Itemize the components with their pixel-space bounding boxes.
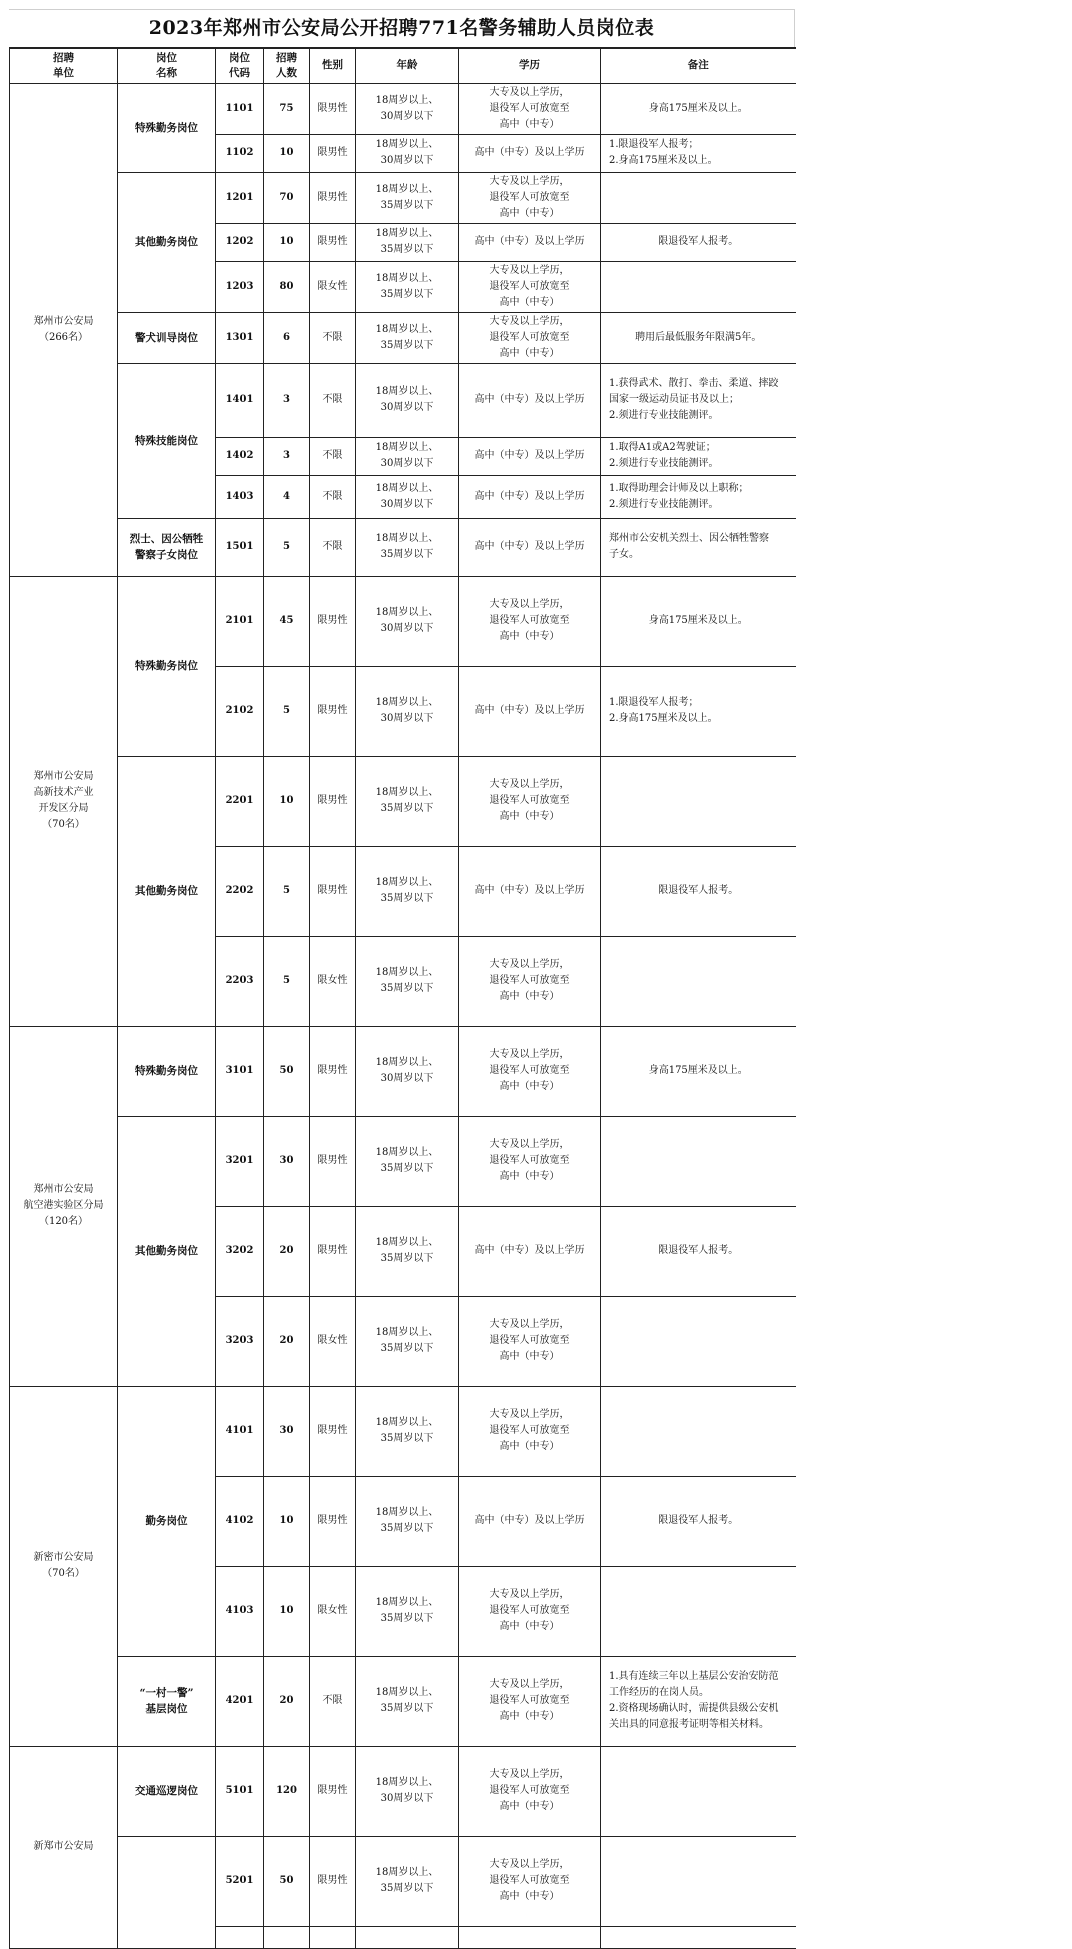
age-cell: 18周岁以上、 30周岁以下 [356, 83, 459, 134]
gender-cell: 不限 [310, 363, 356, 437]
age-cell: 18周岁以上、 35周岁以下 [356, 756, 459, 846]
education-cell: 高中（中专）及以上学历 [459, 1476, 601, 1566]
headcount-cell: 50 [264, 1836, 310, 1926]
note-cell [601, 172, 796, 223]
post-code-cell: 4201 [216, 1656, 264, 1746]
post-code-cell: 3202 [216, 1206, 264, 1296]
post-code-cell: 1101 [216, 83, 264, 134]
gender-cell: 不限 [310, 518, 356, 576]
headcount-cell: 30 [264, 1386, 310, 1476]
table-row [10, 576, 796, 666]
post-code-cell: 4101 [216, 1386, 264, 1476]
gender-cell: 限男性 [310, 1116, 356, 1206]
gender-cell: 限女性 [310, 936, 356, 1026]
age-cell: 18周岁以上、 30周岁以下 [356, 134, 459, 172]
headcount-cell: 10 [264, 134, 310, 172]
education-cell: 高中（中专）及以上学历 [459, 846, 601, 936]
education-cell [459, 1926, 601, 1948]
headcount-cell: 50 [264, 1026, 310, 1116]
headcount-cell: 10 [264, 223, 310, 261]
education-cell: 大专及以上学历， 退役军人可放宽至 高中（中专） [459, 1116, 601, 1206]
age-cell: 18周岁以上、 35周岁以下 [356, 312, 459, 363]
age-cell: 18周岁以上、 35周岁以下 [356, 261, 459, 312]
post-code-cell [216, 1926, 264, 1948]
post-code-cell: 2203 [216, 936, 264, 1026]
table-row [10, 1836, 796, 1926]
age-cell: 18周岁以上、 35周岁以下 [356, 172, 459, 223]
post-code-cell: 4102 [216, 1476, 264, 1566]
education-cell: 大专及以上学历， 退役军人可放宽至 高中（中专） [459, 1026, 601, 1116]
header-unit: 招聘 单位 [10, 48, 118, 83]
age-cell: 18周岁以上、 35周岁以下 [356, 1476, 459, 1566]
education-cell: 高中（中专）及以上学历 [459, 134, 601, 172]
post-code-cell: 2201 [216, 756, 264, 846]
gender-cell: 限男性 [310, 134, 356, 172]
table-row [10, 756, 796, 846]
age-cell: 18周岁以上、 35周岁以下 [356, 1206, 459, 1296]
age-cell: 18周岁以上、 35周岁以下 [356, 1566, 459, 1656]
education-cell: 高中（中专）及以上学历 [459, 666, 601, 756]
headcount-cell: 6 [264, 312, 310, 363]
note-cell: 1.取得助理会计师及以上职称； 2.须进行专业技能测评。 [601, 475, 796, 518]
note-cell: 身高175厘米及以上。 [601, 83, 796, 134]
post-name-cell: 特殊勤务岗位 [118, 83, 216, 172]
note-cell: 1.取得A1或A2驾驶证； 2.须进行专业技能测评。 [601, 437, 796, 475]
headcount-cell: 10 [264, 1476, 310, 1566]
note-cell: 限退役军人报考。 [601, 1476, 796, 1566]
headcount-cell: 3 [264, 363, 310, 437]
education-cell: 大专及以上学历， 退役军人可放宽至 高中（中专） [459, 756, 601, 846]
post-code-cell: 1402 [216, 437, 264, 475]
age-cell [356, 1926, 459, 1948]
post-code-cell: 2202 [216, 846, 264, 936]
gender-cell: 限男性 [310, 1476, 356, 1566]
post-code-cell: 1201 [216, 172, 264, 223]
gender-cell: 限男性 [310, 666, 356, 756]
recruiting-unit-cell: 郑州市公安局 航空港实验区分局 （120名） [10, 1026, 118, 1386]
note-cell [601, 756, 796, 846]
table-row [10, 1026, 796, 1116]
note-cell: 郑州市公安机关烈士、因公牺牲警察 子女。 [601, 518, 796, 576]
education-cell: 高中（中专）及以上学历 [459, 518, 601, 576]
age-cell: 18周岁以上、 35周岁以下 [356, 1116, 459, 1206]
headcount-cell: 20 [264, 1656, 310, 1746]
recruiting-unit-cell: 郑州市公安局 高新技术产业 开发区分局 （70名） [10, 576, 118, 1026]
gender-cell: 限男性 [310, 1386, 356, 1476]
gender-cell: 限男性 [310, 1836, 356, 1926]
headcount-cell: 4 [264, 475, 310, 518]
gender-cell [310, 1926, 356, 1948]
recruiting-unit-cell: 新密市公安局 （70名） [10, 1386, 118, 1746]
recruiting-unit-cell: 郑州市公安局 （266名） [10, 83, 118, 576]
headcount-cell: 120 [264, 1746, 310, 1836]
post-code-cell: 1301 [216, 312, 264, 363]
age-cell: 18周岁以上、 30周岁以下 [356, 576, 459, 666]
gender-cell: 不限 [310, 475, 356, 518]
education-cell: 大专及以上学历， 退役军人可放宽至 高中（中专） [459, 312, 601, 363]
education-cell: 高中（中专）及以上学历 [459, 437, 601, 475]
age-cell: 18周岁以上、 30周岁以下 [356, 475, 459, 518]
post-name-cell: 勤务岗位 [118, 1386, 216, 1656]
education-cell: 大专及以上学历， 退役军人可放宽至 高中（中专） [459, 1836, 601, 1926]
gender-cell: 限女性 [310, 1296, 356, 1386]
note-cell: 1.获得武术、散打、拳击、柔道、摔跤 国家一级运动员证书及以上； 2.须进行专业技能测评。 [601, 363, 796, 437]
education-cell: 高中（中专）及以上学历 [459, 1206, 601, 1296]
post-code-cell: 4103 [216, 1566, 264, 1656]
education-cell: 大专及以上学历， 退役军人可放宽至 高中（中专） [459, 936, 601, 1026]
age-cell: 18周岁以上、 35周岁以下 [356, 1836, 459, 1926]
education-cell: 大专及以上学历， 退役军人可放宽至 高中（中专） [459, 1386, 601, 1476]
note-cell [601, 936, 796, 1026]
education-cell: 大专及以上学历， 退役军人可放宽至 高中（中专） [459, 576, 601, 666]
education-cell: 大专及以上学历， 退役军人可放宽至 高中（中专） [459, 1746, 601, 1836]
age-cell: 18周岁以上、 30周岁以下 [356, 666, 459, 756]
recruiting-unit-cell: 新郑市公安局 [10, 1746, 118, 1948]
table-header-row [10, 48, 796, 83]
post-code-cell: 1102 [216, 134, 264, 172]
post-code-cell: 1501 [216, 518, 264, 576]
table-row [10, 83, 796, 134]
note-cell [601, 1746, 796, 1836]
post-code-cell: 2102 [216, 666, 264, 756]
gender-cell: 限男性 [310, 83, 356, 134]
headcount-cell: 5 [264, 666, 310, 756]
post-name-cell: 特殊勤务岗位 [118, 1026, 216, 1116]
post-code-cell: 1203 [216, 261, 264, 312]
education-cell: 大专及以上学历， 退役军人可放宽至 高中（中专） [459, 1656, 601, 1746]
table-row [10, 1746, 796, 1836]
header-post: 岗位 名称 [118, 48, 216, 83]
age-cell: 18周岁以上、 30周岁以下 [356, 437, 459, 475]
note-cell [601, 1566, 796, 1656]
post-name-cell: 特殊勤务岗位 [118, 576, 216, 756]
post-code-cell: 3203 [216, 1296, 264, 1386]
page-title: 2023年郑州市公安局公开招聘771名警务辅助人员岗位表 [9, 9, 795, 47]
document-page [9, 9, 795, 1920]
gender-cell: 不限 [310, 1656, 356, 1746]
header-age: 年龄 [356, 48, 459, 83]
post-name-cell: “一村一警” 基层岗位 [118, 1656, 216, 1746]
headcount-cell: 5 [264, 936, 310, 1026]
gender-cell: 限男性 [310, 1026, 356, 1116]
age-cell: 18周岁以上、 30周岁以下 [356, 1746, 459, 1836]
education-cell: 高中（中专）及以上学历 [459, 475, 601, 518]
education-cell: 大专及以上学历， 退役军人可放宽至 高中（中专） [459, 261, 601, 312]
note-cell [601, 1116, 796, 1206]
education-cell: 大专及以上学历， 退役军人可放宽至 高中（中专） [459, 1296, 601, 1386]
age-cell: 18周岁以上、 35周岁以下 [356, 1656, 459, 1746]
header-education: 学历 [459, 48, 601, 83]
table-row [10, 172, 796, 223]
note-cell: 1.限退役军人报考； 2.身高175厘米及以上。 [601, 666, 796, 756]
table-row [10, 312, 796, 363]
note-cell [601, 1836, 796, 1926]
gender-cell: 限男性 [310, 576, 356, 666]
gender-cell: 限女性 [310, 1566, 356, 1656]
gender-cell: 限男性 [310, 1746, 356, 1836]
education-cell: 高中（中专）及以上学历 [459, 363, 601, 437]
age-cell: 18周岁以上、 35周岁以下 [356, 223, 459, 261]
note-cell: 聘用后最低服务年限满5年。 [601, 312, 796, 363]
post-name-cell: 特殊技能岗位 [118, 363, 216, 518]
header-gender: 性别 [310, 48, 356, 83]
note-cell: 限退役军人报考。 [601, 223, 796, 261]
education-cell: 大专及以上学历， 退役军人可放宽至 高中（中专） [459, 83, 601, 134]
headcount-cell: 5 [264, 518, 310, 576]
headcount-cell: 20 [264, 1206, 310, 1296]
headcount-cell: 3 [264, 437, 310, 475]
note-cell: 身高175厘米及以上。 [601, 1026, 796, 1116]
age-cell: 18周岁以上、 35周岁以下 [356, 846, 459, 936]
age-cell: 18周岁以上、 30周岁以下 [356, 1026, 459, 1116]
positions-table [9, 47, 796, 1949]
note-cell: 1.具有连续三年以上基层公安治安防范 工作经历的在岗人员。 2.资格现场确认时，需提供县级公安机 关出具的同意报考证明等相关材料。 [601, 1656, 796, 1746]
note-cell [601, 1926, 796, 1948]
note-cell [601, 1296, 796, 1386]
post-name-cell: 其他勤务岗位 [118, 172, 216, 312]
gender-cell: 限男性 [310, 1206, 356, 1296]
post-code-cell: 2101 [216, 576, 264, 666]
table-row [10, 363, 796, 437]
education-cell: 大专及以上学历， 退役军人可放宽至 高中（中专） [459, 172, 601, 223]
age-cell: 18周岁以上、 35周岁以下 [356, 1386, 459, 1476]
headcount-cell: 20 [264, 1296, 310, 1386]
post-code-cell: 1403 [216, 475, 264, 518]
post-name-cell: 警犬训导岗位 [118, 312, 216, 363]
post-name-cell: 其他勤务岗位 [118, 1116, 216, 1386]
education-cell: 大专及以上学历， 退役军人可放宽至 高中（中专） [459, 1566, 601, 1656]
gender-cell: 限女性 [310, 261, 356, 312]
note-cell: 限退役军人报考。 [601, 846, 796, 936]
education-cell: 高中（中专）及以上学历 [459, 223, 601, 261]
note-cell: 限退役军人报考。 [601, 1206, 796, 1296]
headcount-cell: 45 [264, 576, 310, 666]
gender-cell: 不限 [310, 437, 356, 475]
age-cell: 18周岁以上、 35周岁以下 [356, 936, 459, 1026]
post-code-cell: 5201 [216, 1836, 264, 1926]
post-code-cell: 1202 [216, 223, 264, 261]
age-cell: 18周岁以上、 30周岁以下 [356, 363, 459, 437]
gender-cell: 限男性 [310, 756, 356, 846]
post-name-cell [118, 1836, 216, 1948]
note-cell [601, 261, 796, 312]
age-cell: 18周岁以上、 35周岁以下 [356, 1296, 459, 1386]
table-row [10, 1656, 796, 1746]
headcount-cell: 75 [264, 83, 310, 134]
post-name-cell: 其他勤务岗位 [118, 756, 216, 1026]
headcount-cell: 10 [264, 1566, 310, 1656]
gender-cell: 不限 [310, 312, 356, 363]
headcount-cell: 30 [264, 1116, 310, 1206]
note-cell: 1.限退役军人报考； 2.身高175厘米及以上。 [601, 134, 796, 172]
age-cell: 18周岁以上、 35周岁以下 [356, 518, 459, 576]
post-code-cell: 1401 [216, 363, 264, 437]
note-cell [601, 1386, 796, 1476]
gender-cell: 限男性 [310, 846, 356, 936]
headcount-cell: 70 [264, 172, 310, 223]
headcount-cell: 10 [264, 756, 310, 846]
table-row [10, 1386, 796, 1476]
post-code-cell: 3201 [216, 1116, 264, 1206]
headcount-cell: 5 [264, 846, 310, 936]
post-name-cell: 烈士、因公牺牲 警察子女岗位 [118, 518, 216, 576]
header-code: 岗位 代码 [216, 48, 264, 83]
header-count: 招聘 人数 [264, 48, 310, 83]
headcount-cell: 80 [264, 261, 310, 312]
headcount-cell [264, 1926, 310, 1948]
post-code-cell: 3101 [216, 1026, 264, 1116]
header-note: 备注 [601, 48, 796, 83]
post-code-cell: 5101 [216, 1746, 264, 1836]
note-cell: 身高175厘米及以上。 [601, 576, 796, 666]
gender-cell: 限男性 [310, 172, 356, 223]
table-row [10, 518, 796, 576]
table-row [10, 1116, 796, 1206]
gender-cell: 限男性 [310, 223, 356, 261]
post-name-cell: 交通巡逻岗位 [118, 1746, 216, 1836]
